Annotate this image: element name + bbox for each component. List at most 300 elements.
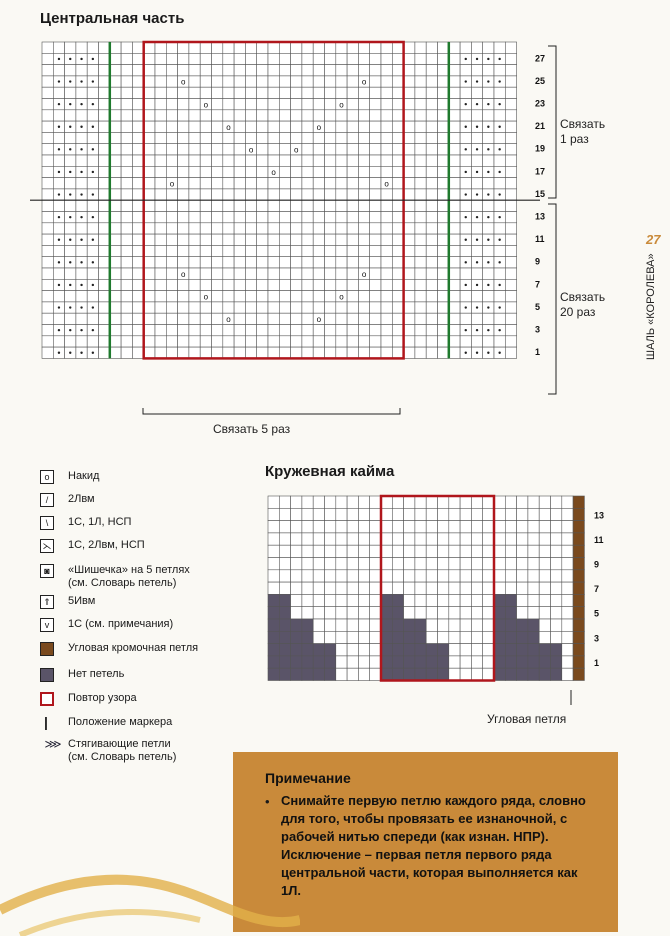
- grid-cell: [438, 668, 449, 680]
- grid-cell: [426, 656, 437, 668]
- grid-cell: [358, 223, 369, 234]
- grid-cell: [494, 521, 505, 533]
- grid-cell: [528, 508, 539, 520]
- grid-cell: [517, 521, 528, 533]
- grid-cell: [562, 496, 573, 508]
- grid-cell: [223, 42, 234, 53]
- grid-cell: [381, 144, 392, 155]
- row-number: 5: [594, 608, 600, 619]
- grid-cell: [483, 545, 494, 557]
- legend-text: 2Лвм: [68, 493, 95, 505]
- grid-cell: [460, 245, 471, 256]
- grid-cell: [279, 178, 290, 189]
- grid-dot: [465, 148, 467, 150]
- grid-cell: [65, 245, 76, 256]
- stitch-symbol: o: [226, 122, 231, 132]
- grid-cell: [392, 631, 403, 643]
- grid-cell: [87, 200, 98, 211]
- grid-cell: [65, 132, 76, 143]
- grid-cell: [268, 212, 279, 223]
- grid-cell: [42, 178, 53, 189]
- grid-cell: [166, 189, 177, 200]
- grid-cell: [313, 570, 324, 582]
- grid-cell: [392, 508, 403, 520]
- grid-cell: [404, 99, 415, 110]
- grid-cell: [178, 99, 189, 110]
- grid-cell: [528, 656, 539, 668]
- grid-cell: [370, 631, 381, 643]
- grid-cell: [392, 234, 403, 245]
- grid-cell: [358, 545, 369, 557]
- grid-cell: [358, 234, 369, 245]
- grid-dot: [487, 239, 489, 241]
- grid-dot: [69, 261, 71, 263]
- grid-cell: [483, 291, 494, 302]
- grid-cell: [99, 132, 110, 143]
- grid-cell: [325, 245, 336, 256]
- grid-cell: [392, 594, 403, 606]
- grid-cell: [313, 521, 324, 533]
- grid-cell: [494, 200, 505, 211]
- grid-cell: [449, 200, 460, 211]
- grid-cell: [212, 144, 223, 155]
- grid-cell: [279, 279, 290, 290]
- grid-cell: [223, 132, 234, 143]
- grid-cell: [494, 668, 505, 680]
- grid-cell: [65, 313, 76, 324]
- grid-cell: [415, 189, 426, 200]
- grid-cell: [325, 668, 336, 680]
- grid-cell: [87, 245, 98, 256]
- row-number: 7: [535, 279, 541, 290]
- grid-cell: [370, 570, 381, 582]
- grid-cell: [426, 268, 437, 279]
- grid-cell: [313, 594, 324, 606]
- grid-cell: [200, 223, 211, 234]
- grid-cell: [245, 99, 256, 110]
- grid-cell: [528, 668, 539, 680]
- grid-cell: [539, 545, 550, 557]
- grid-cell: [358, 656, 369, 668]
- grid-cell: [313, 234, 324, 245]
- grid-cell: [381, 325, 392, 336]
- grid-cell: [426, 619, 437, 631]
- grid-cell: [223, 99, 234, 110]
- grid-cell: [65, 65, 76, 76]
- grid-cell: [415, 178, 426, 189]
- grid-cell: [144, 223, 155, 234]
- grid-cell: [471, 619, 482, 631]
- grid-cell: [426, 155, 437, 166]
- grid-cell: [121, 144, 132, 155]
- grid-cell: [42, 279, 53, 290]
- row-number: 11: [594, 534, 604, 545]
- grid-cell: [347, 144, 358, 155]
- grid-cell: [449, 245, 460, 256]
- grid-cell: [234, 132, 245, 143]
- grid-cell: [53, 291, 64, 302]
- row-number: 3: [594, 633, 600, 644]
- grid-cell: [257, 144, 268, 155]
- grid-cell: [381, 631, 392, 643]
- grid-cell: [42, 76, 53, 87]
- grid-cell: [449, 631, 460, 643]
- grid-cell: [132, 313, 143, 324]
- grid-cell: [449, 212, 460, 223]
- grid-cell: [336, 607, 347, 619]
- grid-cell: [189, 291, 200, 302]
- grid-cell: [257, 291, 268, 302]
- grid-cell: [505, 545, 516, 557]
- grid-cell: [505, 619, 516, 631]
- grid-cell: [573, 644, 584, 656]
- grid-cell: [268, 279, 279, 290]
- grid-cell: [381, 347, 392, 358]
- grid-cell: [291, 223, 302, 234]
- grid-cell: [325, 313, 336, 324]
- repeat-20-label: Связать 20 раз: [560, 290, 606, 319]
- grid-cell: [313, 347, 324, 358]
- grid-cell: [517, 607, 528, 619]
- grid-cell: [370, 178, 381, 189]
- grid-cell: [234, 87, 245, 98]
- grid-cell: [336, 268, 347, 279]
- grid-cell: [313, 178, 324, 189]
- grid-cell: [291, 257, 302, 268]
- grid-cell: [483, 42, 494, 53]
- grid-cell: [392, 212, 403, 223]
- grid-cell: [234, 347, 245, 358]
- grid-cell: [53, 87, 64, 98]
- grid-cell: [223, 325, 234, 336]
- grid-cell: [268, 336, 279, 347]
- grid-cell: [460, 291, 471, 302]
- grid-cell: [144, 110, 155, 121]
- grid-dot: [80, 239, 82, 241]
- grid-cell: [268, 223, 279, 234]
- grid-cell: [392, 325, 403, 336]
- grid-cell: [336, 570, 347, 582]
- grid-cell: [212, 87, 223, 98]
- grid-cell: [336, 656, 347, 668]
- grid-cell: [291, 496, 302, 508]
- grid-cell: [336, 508, 347, 520]
- grid-cell: [460, 313, 471, 324]
- grid-cell: [268, 347, 279, 358]
- grid-cell: [471, 644, 482, 656]
- grid-cell: [483, 521, 494, 533]
- grid-cell: [291, 336, 302, 347]
- grid-cell: [517, 558, 528, 570]
- grid-cell: [415, 545, 426, 557]
- grid-cell: [505, 53, 516, 64]
- grid-dot: [498, 126, 500, 128]
- grid-cell: [132, 53, 143, 64]
- grid-cell: [415, 212, 426, 223]
- grid-dot: [92, 103, 94, 105]
- grid-cell: [291, 189, 302, 200]
- stitch-symbol: o: [271, 168, 276, 178]
- grid-cell: [189, 53, 200, 64]
- grid-cell: [212, 347, 223, 358]
- grid-cell: [460, 545, 471, 557]
- grid-cell: [404, 121, 415, 132]
- grid-cell: [505, 631, 516, 643]
- grid-cell: [562, 582, 573, 594]
- grid-cell: [370, 619, 381, 631]
- grid-cell: [212, 200, 223, 211]
- grid-cell: [166, 347, 177, 358]
- grid-cell: [528, 619, 539, 631]
- grid-cell: [178, 336, 189, 347]
- grid-cell: [268, 234, 279, 245]
- grid-cell: [460, 110, 471, 121]
- grid-cell: [404, 496, 415, 508]
- grid-cell: [155, 291, 166, 302]
- grid-cell: [494, 594, 505, 606]
- grid-cell: [291, 155, 302, 166]
- grid-cell: [426, 42, 437, 53]
- grid-dot: [92, 80, 94, 82]
- bobble-icon: ◙: [40, 564, 54, 578]
- grid-cell: [279, 87, 290, 98]
- grid-dot: [69, 80, 71, 82]
- grid-cell: [212, 234, 223, 245]
- grid-cell: [178, 234, 189, 245]
- grid-cell: [291, 245, 302, 256]
- grid-cell: [291, 582, 302, 594]
- grid-cell: [392, 53, 403, 64]
- grid-cell: [358, 347, 369, 358]
- grid-cell: [358, 582, 369, 594]
- grid-cell: [223, 76, 234, 87]
- grid-cell: [279, 155, 290, 166]
- grid-dot: [80, 284, 82, 286]
- grid-cell: [347, 132, 358, 143]
- grid-cell: [110, 144, 121, 155]
- grid-cell: [166, 144, 177, 155]
- grid-cell: [245, 302, 256, 313]
- repeat-bracket: [143, 408, 400, 414]
- stitch-symbol: o: [339, 292, 344, 302]
- grid-cell: [494, 110, 505, 121]
- grid-cell: [449, 336, 460, 347]
- grid-cell: [121, 257, 132, 268]
- grid-cell: [370, 656, 381, 668]
- grid-cell: [212, 302, 223, 313]
- grid-cell: [381, 76, 392, 87]
- row-number: 23: [535, 98, 546, 109]
- grid-cell: [279, 545, 290, 557]
- grid-cell: [200, 42, 211, 53]
- grid-cell: [471, 607, 482, 619]
- grid-cell: [426, 87, 437, 98]
- grid-cell: [483, 245, 494, 256]
- grid-cell: [212, 291, 223, 302]
- grid-cell: [404, 631, 415, 643]
- grid-cell: [471, 570, 482, 582]
- row-number: 15: [535, 188, 546, 199]
- grid-cell: [562, 570, 573, 582]
- grid-dot: [487, 80, 489, 82]
- grid-cell: [505, 533, 516, 545]
- grid-cell: [166, 223, 177, 234]
- grid-cell: [53, 268, 64, 279]
- grid-cell: [358, 325, 369, 336]
- grid-cell: [166, 65, 177, 76]
- grid-cell: [539, 644, 550, 656]
- grid-cell: [358, 166, 369, 177]
- grid-cell: [426, 496, 437, 508]
- grid-cell: [381, 42, 392, 53]
- grid-cell: [325, 545, 336, 557]
- grid-cell: [370, 200, 381, 211]
- grid-cell: [155, 166, 166, 177]
- grid-cell: [155, 121, 166, 132]
- stitch-symbol: o: [169, 179, 175, 189]
- grid-cell: [178, 245, 189, 256]
- grid-cell: [347, 234, 358, 245]
- grid-cell: [426, 212, 437, 223]
- grid-cell: [505, 42, 516, 53]
- grid-cell: [404, 521, 415, 533]
- grid-cell: [166, 110, 177, 121]
- grid-cell: [347, 291, 358, 302]
- grid-cell: [336, 257, 347, 268]
- grid-cell: [279, 53, 290, 64]
- grid-cell: [87, 132, 98, 143]
- grid-cell: [212, 65, 223, 76]
- grid-cell: [110, 291, 121, 302]
- grid-cell: [178, 53, 189, 64]
- grid-cell: [426, 545, 437, 557]
- grid-cell: [178, 212, 189, 223]
- grid-cell: [87, 223, 98, 234]
- grid-cell: [132, 155, 143, 166]
- grid-cell: [268, 144, 279, 155]
- grid-dot: [69, 284, 71, 286]
- grid-cell: [87, 65, 98, 76]
- grid-cell: [573, 496, 584, 508]
- grid-cell: [279, 212, 290, 223]
- grid-cell: [370, 558, 381, 570]
- grid-cell: [291, 166, 302, 177]
- grid-cell: [505, 110, 516, 121]
- grid-cell: [336, 132, 347, 143]
- grid-cell: [370, 121, 381, 132]
- grid-cell: [404, 76, 415, 87]
- grid-cell: [121, 110, 132, 121]
- grid-cell: [234, 212, 245, 223]
- grid-cell: [381, 166, 392, 177]
- grid-cell: [426, 257, 437, 268]
- grid-cell: [358, 570, 369, 582]
- grid-cell: [200, 336, 211, 347]
- grid-cell: [257, 65, 268, 76]
- grid-cell: [415, 121, 426, 132]
- grid-cell: [347, 533, 358, 545]
- grid-cell: [302, 245, 313, 256]
- grid-cell: [99, 336, 110, 347]
- grid-cell: [415, 76, 426, 87]
- grid-cell: [257, 53, 268, 64]
- grid-cell: [291, 87, 302, 98]
- grid-cell: [42, 144, 53, 155]
- grid-cell: [87, 336, 98, 347]
- grid-cell: [404, 155, 415, 166]
- grid-cell: [370, 144, 381, 155]
- grid-cell: [562, 607, 573, 619]
- grid-cell: [313, 545, 324, 557]
- grid-cell: [189, 121, 200, 132]
- grid-cell: [415, 594, 426, 606]
- grid-cell: [471, 132, 482, 143]
- grid-cell: [325, 619, 336, 631]
- grid-cell: [313, 279, 324, 290]
- grid-dot: [69, 193, 71, 195]
- grid-cell: [438, 144, 449, 155]
- grid-dot: [476, 329, 478, 331]
- grid-cell: [392, 496, 403, 508]
- grid-dot: [58, 126, 60, 128]
- grid-cell: [449, 132, 460, 143]
- grid-cell: [347, 87, 358, 98]
- grid-cell: [370, 268, 381, 279]
- grid-cell: [200, 110, 211, 121]
- grid-cell: [449, 257, 460, 268]
- grid-cell: [189, 200, 200, 211]
- grid-cell: [234, 99, 245, 110]
- grid-dot: [69, 58, 71, 60]
- grid-cell: [121, 65, 132, 76]
- grid-cell: [302, 279, 313, 290]
- grid-cell: [415, 302, 426, 313]
- grid-cell: [200, 53, 211, 64]
- grid-dot: [92, 126, 94, 128]
- grid-cell: [347, 496, 358, 508]
- grid-cell: [404, 533, 415, 545]
- grid-cell: [347, 570, 358, 582]
- grid-cell: [483, 110, 494, 121]
- grid-cell: [460, 570, 471, 582]
- grid-cell: [358, 644, 369, 656]
- grid-cell: [212, 189, 223, 200]
- grid-cell: [426, 132, 437, 143]
- grid-cell: [347, 76, 358, 87]
- grid-cell: [110, 347, 121, 358]
- grid-dot: [476, 126, 478, 128]
- grid-cell: [291, 594, 302, 606]
- grid-cell: [110, 178, 121, 189]
- grid-cell: [392, 155, 403, 166]
- grid-cell: [347, 121, 358, 132]
- grid-cell: [471, 268, 482, 279]
- grid-cell: [132, 268, 143, 279]
- grid-cell: [245, 65, 256, 76]
- grid-cell: [449, 644, 460, 656]
- grid-cell: [132, 347, 143, 358]
- grid-cell: [358, 313, 369, 324]
- grid-cell: [144, 336, 155, 347]
- grid-cell: [257, 302, 268, 313]
- grid-cell: [200, 132, 211, 143]
- grid-cell: [144, 200, 155, 211]
- grid-cell: [302, 558, 313, 570]
- grid-cell: [144, 291, 155, 302]
- grid-cell: [325, 257, 336, 268]
- grid-cell: [110, 302, 121, 313]
- grid-cell: [99, 245, 110, 256]
